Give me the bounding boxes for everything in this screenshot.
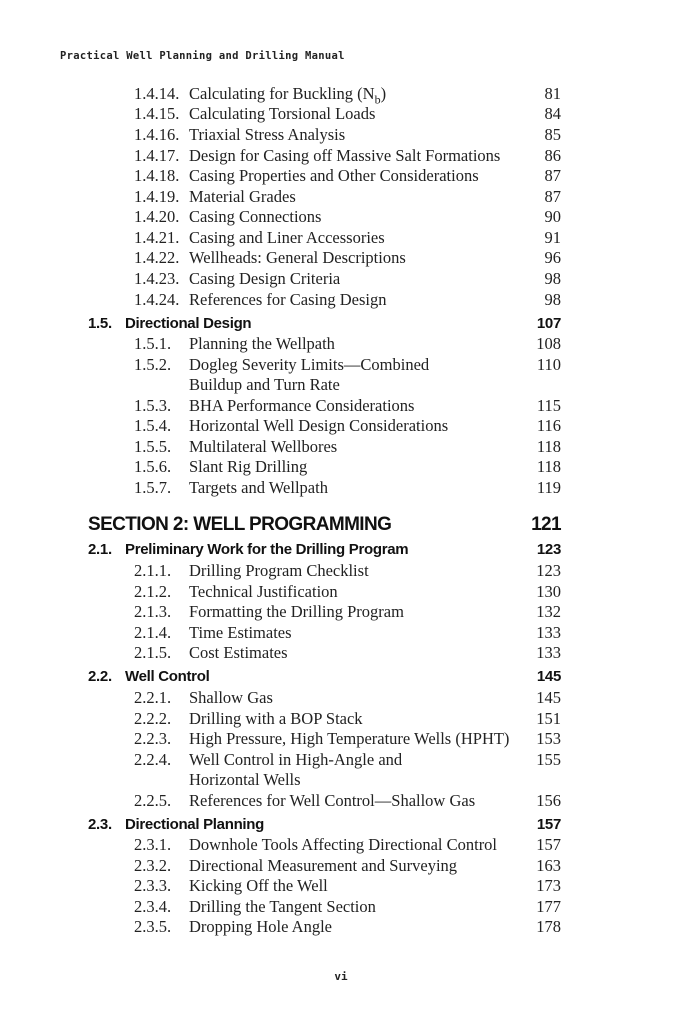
heading-title: Preliminary Work for the Drilling Program	[125, 541, 409, 558]
entry-page: 90	[544, 207, 561, 226]
entry-title: References for Casing Design	[189, 290, 387, 309]
entry-number: 2.3.2.	[134, 856, 172, 875]
entry-title: Planning the Wellpath	[189, 334, 335, 353]
entry-title: Slant Rig Drilling	[189, 457, 308, 476]
heading-title: Well Control	[125, 668, 210, 685]
heading-page: 145	[536, 668, 561, 685]
entry-number: 2.1.5.	[134, 643, 172, 662]
entry-page: 130	[536, 582, 561, 601]
entry-page: 91	[544, 228, 561, 247]
heading-page: 123	[536, 541, 561, 558]
entry-number: 1.4.14.	[134, 84, 180, 103]
entry-number: 2.2.4.	[134, 750, 172, 769]
entry-number: 2.1.4.	[134, 623, 172, 642]
entry-number: 1.4.15.	[134, 104, 180, 123]
heading-number: 1.5.	[88, 315, 112, 332]
entry-title: Technical Justification	[189, 582, 338, 601]
entry-number: 1.5.1.	[134, 334, 172, 353]
entry-title: Casing Design Criteria	[189, 269, 341, 288]
entry-page: 81	[544, 84, 561, 103]
entry-number: 1.4.19.	[134, 187, 180, 206]
entry-title: High Pressure, High Temperature Wells (HPHT)	[189, 729, 510, 748]
entry-page: 108	[536, 334, 561, 353]
entry-title: Casing Properties and Other Considerations	[189, 166, 479, 185]
entry-title: Formatting the Drilling Program	[189, 602, 404, 621]
section-title: SECTION 2: WELL PROGRAMMING	[88, 514, 392, 535]
entry-page: 163	[536, 856, 561, 875]
entry-page: 145	[536, 688, 561, 707]
entry-page: 119	[536, 478, 561, 497]
entry-page: 115	[536, 396, 561, 415]
section-page: 121	[531, 514, 561, 535]
entry-number: 1.5.7.	[134, 478, 172, 497]
entry-number: 2.1.1.	[134, 561, 172, 580]
entry-title: Calculating Torsional Loads	[189, 104, 376, 123]
entry-page: 178	[536, 917, 561, 936]
entry-title: Downhole Tools Affecting Directional Control	[189, 835, 498, 854]
entry-title: Drilling Program Checklist	[189, 561, 369, 580]
entry-number: 2.1.3.	[134, 602, 172, 621]
entry-page: 132	[536, 602, 561, 621]
entry-page: 173	[536, 876, 561, 895]
page-number: vi	[334, 970, 348, 983]
entry-title: Dogleg Severity Limits—Combined	[189, 355, 430, 374]
entry-page: 87	[544, 166, 561, 185]
entry-title-continued: Horizontal Wells	[189, 770, 301, 789]
entry-title: Drilling the Tangent Section	[189, 897, 376, 916]
entry-title: Dropping Hole Angle	[189, 917, 332, 936]
entry-page: 123	[536, 561, 561, 580]
entry-number: 1.4.16.	[134, 125, 180, 144]
entry-number: 1.4.22.	[134, 248, 180, 267]
entry-page: 87	[544, 187, 561, 206]
entry-title: Multilateral Wellbores	[189, 437, 338, 456]
heading-title: Directional Planning	[125, 816, 265, 833]
entry-title: Targets and Wellpath	[189, 478, 328, 497]
entry-number: 1.5.4.	[134, 416, 172, 435]
heading-page: 157	[536, 816, 561, 833]
entry-number: 1.4.24.	[134, 290, 180, 309]
entry-title: Drilling with a BOP Stack	[189, 709, 363, 728]
entry-title: References for Well Control—Shallow Gas	[189, 791, 476, 810]
entry-page: 98	[544, 269, 561, 288]
entry-number: 2.2.3.	[134, 729, 172, 748]
entry-page: 133	[536, 643, 561, 662]
entry-page: 133	[536, 623, 561, 642]
heading-number: 2.3.	[88, 816, 112, 833]
entry-page: 155	[536, 750, 561, 769]
entry-title: Directional Measurement and Surveying	[189, 856, 458, 875]
entry-number: 2.2.2.	[134, 709, 172, 728]
entry-title: Cost Estimates	[189, 643, 288, 662]
entry-page: 156	[536, 791, 561, 810]
entry-number: 1.4.17.	[134, 146, 180, 165]
entry-title: Casing Connections	[189, 207, 322, 226]
entry-title: Wellheads: General Descriptions	[189, 248, 406, 267]
entry-title: Casing and Liner Accessories	[189, 228, 385, 247]
entry-number: 1.5.2.	[134, 355, 172, 374]
entry-page: 84	[544, 104, 561, 123]
entry-title: Calculating for Buckling $(N_b)$	[189, 84, 387, 107]
entry-page: 153	[536, 729, 561, 748]
entry-page: 177	[536, 897, 561, 916]
heading-title: Directional Design	[125, 315, 252, 332]
entry-page: 151	[536, 709, 561, 728]
entry-title: Material Grades	[189, 187, 296, 206]
entry-page: 110	[536, 355, 561, 374]
entry-page: 118	[536, 457, 561, 476]
entry-number: 2.1.2.	[134, 582, 172, 601]
entry-number: 1.5.3.	[134, 396, 172, 415]
entry-title: Kicking Off the Well	[189, 876, 328, 895]
entry-title: Shallow Gas	[189, 688, 273, 707]
entry-title: BHA Performance Considerations	[189, 396, 415, 415]
entry-number: 1.4.21.	[134, 228, 180, 247]
running-head: Practical Well Planning and Drilling Manual	[60, 50, 345, 62]
entry-page: 96	[544, 248, 561, 267]
heading-number: 2.1.	[88, 541, 112, 558]
heading-number: 2.2.	[88, 668, 112, 685]
heading-page: 107	[536, 315, 561, 332]
entry-number: 2.3.3.	[134, 876, 172, 895]
entry-number: 1.4.18.	[134, 166, 180, 185]
entry-number: 2.2.1.	[134, 688, 172, 707]
entry-number: 2.3.5.	[134, 917, 172, 936]
entry-number: 1.4.23.	[134, 269, 180, 288]
entry-number: 2.3.1.	[134, 835, 172, 854]
entry-number: 1.5.5.	[134, 437, 172, 456]
entry-page: 116	[536, 416, 561, 435]
entry-title: Time Estimates	[189, 623, 292, 642]
entry-number: 1.5.6.	[134, 457, 172, 476]
entry-title: Horizontal Well Design Considerations	[189, 416, 449, 435]
entry-title-continued: Buildup and Turn Rate	[189, 375, 340, 394]
entry-number: 2.3.4.	[134, 897, 172, 916]
entry-page: 98	[544, 290, 561, 309]
entry-title: Design for Casing off Massive Salt Formations	[189, 146, 501, 165]
entry-number: 1.4.20.	[134, 207, 180, 226]
entry-page: 85	[544, 125, 561, 144]
entry-number: 2.2.5.	[134, 791, 172, 810]
entry-title: Triaxial Stress Analysis	[189, 125, 346, 144]
entry-page: 118	[536, 437, 561, 456]
entry-title: Well Control in High-Angle and	[189, 750, 403, 769]
entry-page: 86	[544, 146, 561, 165]
entry-page: 157	[536, 835, 561, 854]
